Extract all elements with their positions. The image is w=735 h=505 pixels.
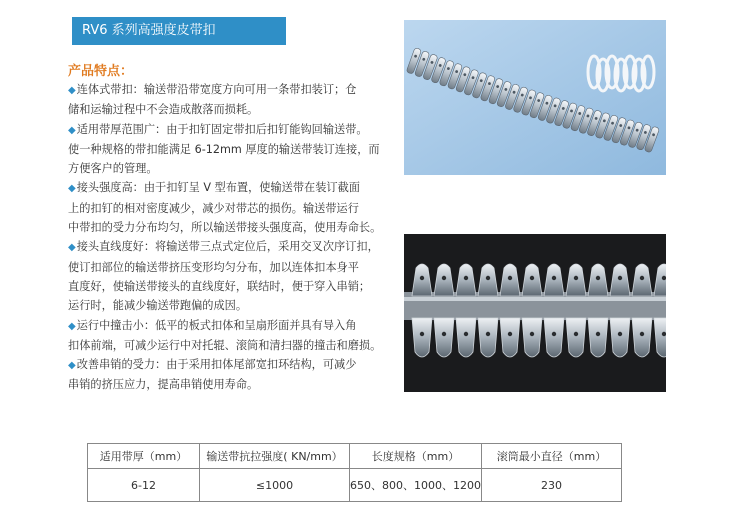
feature-line: 接头强度高：由于扣钉呈 V 型布置，使输送带在装订截面 — [76, 181, 360, 195]
feature-item — [68, 237, 398, 315]
feature-line: 适用带厚范围广：由于扣钉固定带扣后扣钉能钩回输送带。 — [76, 122, 368, 136]
feature-line: 接头直线度好：将输送带三点式定位后，采用交叉次序订扣， — [76, 240, 379, 254]
feature-line: 连体式带扣：输送带沿带宽度方向可用一条带扣装订；仓 — [76, 83, 357, 96]
diamond-bullet-icon: ◆ — [68, 360, 76, 372]
diamond-bullet-icon: ◆ — [68, 85, 76, 96]
feature-item — [68, 316, 398, 356]
diamond-bullet-icon: ◆ — [68, 320, 76, 332]
diamond-bullet-icon: ◆ — [68, 242, 76, 254]
cell-length-spec: 650、800、1000、1200 — [350, 469, 482, 502]
feature-item — [68, 80, 398, 120]
cell-belt-thickness: 6-12 — [88, 469, 200, 502]
diamond-bullet-icon: ◆ — [68, 124, 76, 136]
table-header-row — [88, 444, 622, 469]
spec-table — [87, 443, 622, 502]
feature-line: 使一种规格的带扣能满足 6-12mm 厚度的输送带装订连接，而 — [68, 142, 380, 156]
header-tensile-strength: 输送带抗拉强度( KN/mm） — [200, 444, 350, 469]
feature-line: 运行中撞击小：低平的板式扣体和呈扇形面并具有导入角 — [76, 318, 357, 332]
feature-line: 扣体前端，可减少运行中对托辊、滚筒和清扫器的撞击和磨损。 — [68, 338, 382, 352]
feature-line: 使订扣部位的输送带挤压变形均匀分布，加以连体扣本身平 — [68, 260, 359, 274]
feature-item — [68, 178, 398, 237]
header-belt-thickness: 适用带厚（mm） — [88, 444, 200, 469]
page-title: RV6 系列高强度皮带扣 — [72, 17, 286, 45]
feature-line: 方便客户的管理。 — [68, 162, 158, 176]
lacing-closeup-illustration — [404, 234, 666, 392]
features-heading: 产品特点： — [68, 64, 134, 79]
cell-min-pulley-diameter: 230 — [482, 469, 622, 502]
table-row — [88, 469, 622, 502]
feature-line: 储和运输过程中不会造成散落而损耗。 — [68, 103, 259, 117]
feature-item — [68, 120, 398, 179]
cell-tensile-strength: ≤1000 — [200, 469, 350, 502]
product-photo-strip — [404, 20, 666, 175]
feature-line: 串销的挤压应力，提高串销使用寿命。 — [68, 378, 259, 392]
diamond-bullet-icon: ◆ — [68, 183, 76, 195]
feature-line: 中带扣的受力分布均匀，所以输送带接头强度高，使用寿命长。 — [68, 221, 382, 235]
header-length-spec: 长度规格（mm） — [350, 444, 482, 469]
product-photo-closeup — [404, 234, 666, 392]
feature-line: 改善串销的受力：由于采用扣体尾部宽扣环结构，可减少 — [76, 358, 357, 372]
lacing-strip-illustration — [404, 20, 666, 175]
feature-item — [68, 355, 398, 395]
feature-line: 直度好，使输送带接头的直线度好，联结时，便于穿入串销； — [68, 279, 371, 293]
feature-list — [68, 80, 398, 395]
header-min-pulley-diameter: 滚筒最小直径（mm） — [482, 444, 622, 469]
feature-line: 运行时，能减少输送带跑偏的成因。 — [68, 299, 248, 313]
feature-line: 上的扣钉的相对密度减少，减少对带芯的损伤。输送带运行 — [68, 201, 359, 215]
